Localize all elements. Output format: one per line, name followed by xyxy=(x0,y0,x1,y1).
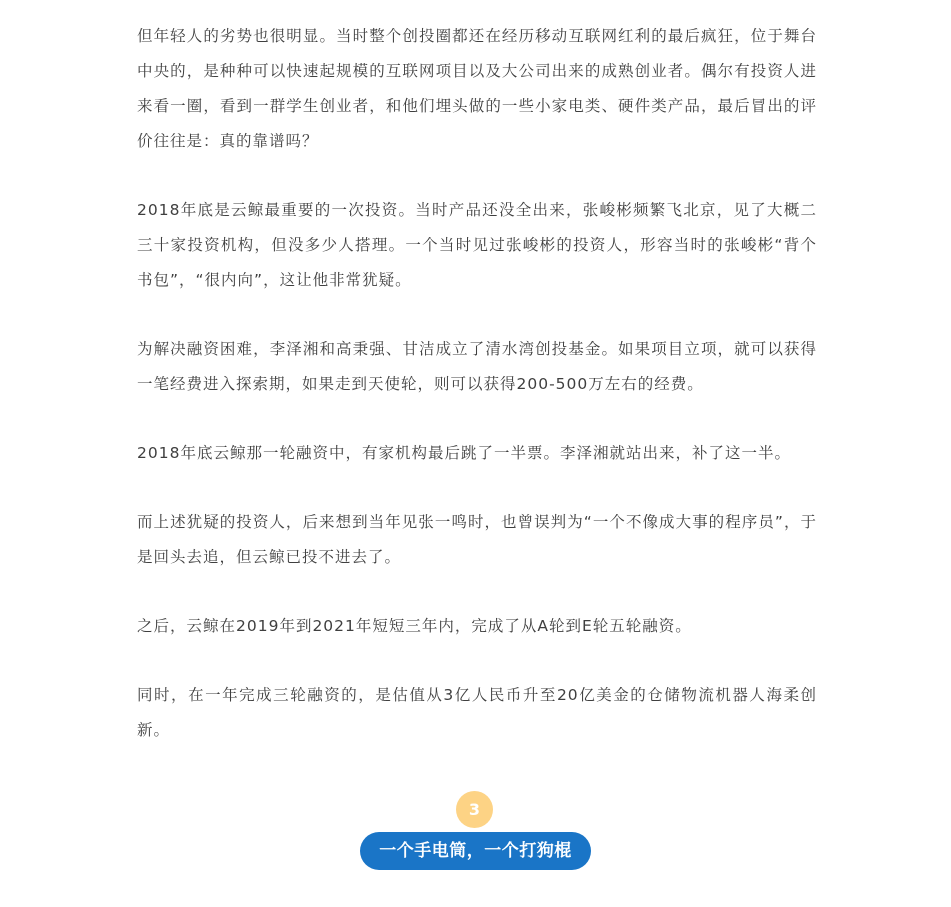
article-paragraph: 2018年底云鲸那一轮融资中，有家机构最后跳了一半票。李泽湘就站出来，补了这一半。 xyxy=(137,444,791,462)
article-paragraph: 同时，在一年完成三轮融资的，是估值从3亿人民币升至20亿美金的仓储物流机器人海柔创新。 xyxy=(137,686,817,739)
article-body xyxy=(137,19,817,782)
article-paragraph: 而上述犹疑的投资人，后来想到当年见张一鸣时，也曾误判为“一个不像成大事的程序员”，于是回头去追，但云鲸已投不进去了。 xyxy=(137,513,817,566)
section-title-pill: 一个手电筒，一个打狗棍 xyxy=(360,832,591,870)
section-number-badge: 3 xyxy=(456,791,493,828)
article-paragraph: 但年轻人的劣势也很明显。当时整个创投圈都还在经历移动互联网红利的最后疯狂，位于舞台中央的，是种种可以快速起规模的互联网项目以及大公司出来的成熟创业者。偶尔有投资人进来看一圈，看到一群学生创业者，和他们埋头做的一些小家电类、硬件类产品，最后冒出的评价往往是：真的靠谱吗？ xyxy=(137,27,817,150)
article-paragraph: 之后，云鲸在2019年到2021年短短三年内，完成了从A轮到E轮五轮融资。 xyxy=(137,617,692,635)
article-paragraph: 为解决融资困难，李泽湘和高秉强、甘洁成立了清水湾创投基金。如果项目立项，就可以获得一笔经费进入探索期，如果走到天使轮，则可以获得200-500万左右的经费。 xyxy=(137,340,817,393)
article-paragraph: 2018年底是云鲸最重要的一次投资。当时产品还没全出来，张峻彬频繁飞北京，见了大概二三十家投资机构，但没多少人搭理。一个当时见过张峻彬的投资人，形容当时的张峻彬“背个书包”，“很内向”，这让他非常犹疑。 xyxy=(137,201,817,289)
